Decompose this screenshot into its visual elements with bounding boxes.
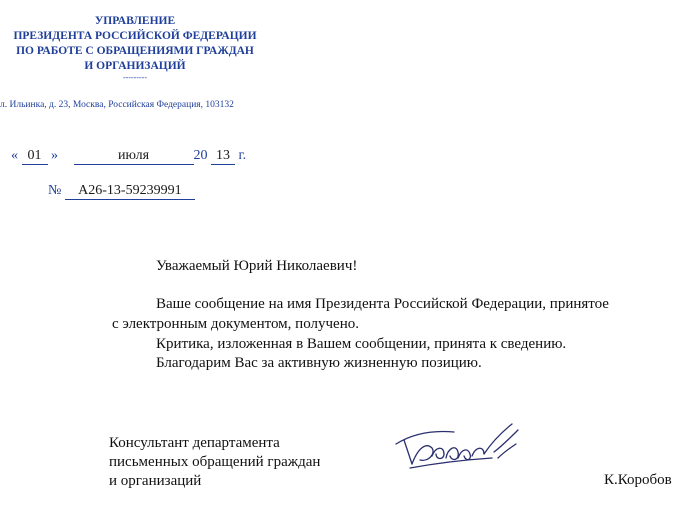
letterhead bbox=[0, 14, 270, 82]
date-close-quote: » bbox=[51, 148, 58, 163]
letterhead-separator: --------- bbox=[123, 73, 147, 82]
signer-name: К.Коробов bbox=[604, 472, 672, 488]
handwritten-signature bbox=[392, 418, 532, 474]
date-year-label: г. bbox=[238, 148, 247, 163]
number-sign: № bbox=[48, 183, 62, 198]
date-open-quote: « bbox=[11, 148, 18, 163]
position-line-3: и организаций bbox=[109, 473, 202, 489]
position-line-1: Консультант департамента bbox=[109, 435, 280, 451]
date-year-prefix: 20 bbox=[193, 148, 208, 163]
letterhead-line-3: ПО РАБОТЕ С ОБРАЩЕНИЯМИ ГРАЖДАН bbox=[16, 45, 254, 57]
date-day: 01 bbox=[22, 148, 48, 165]
letterhead-line-2: ПРЕЗИДЕНТА РОССИЙСКОЙ ФЕДЕРАЦИИ bbox=[13, 30, 257, 42]
reference-number-row bbox=[48, 183, 195, 200]
letterhead-address: л. Ильинка, д. 23, Москва, Российская Федерация, 103132 bbox=[0, 100, 234, 110]
position-line-2: письменных обращений граждан bbox=[109, 454, 321, 470]
signatory-position bbox=[109, 434, 320, 491]
paragraph-2: Критика, изложенная в Вашем сообщении, принята к сведению. bbox=[156, 336, 567, 352]
letterhead-line-1: УПРАВЛЕНИЕ bbox=[94, 15, 176, 27]
paragraph-3: Благодарим Вас за активную жизненную позицию. bbox=[156, 355, 482, 371]
paragraph-1-line-2: с электронным документом, получено. bbox=[112, 316, 359, 332]
letterhead-line-4: И ОРГАНИЗАЦИЙ bbox=[84, 60, 186, 72]
paragraph-1-line-1: Ваше сообщение на имя Президента Российской Федерации, принятое bbox=[156, 296, 609, 312]
date-month: июля bbox=[74, 148, 194, 165]
letter-date bbox=[11, 148, 246, 165]
greeting: Уважаемый Юрий Николаевич! bbox=[156, 258, 358, 274]
reference-number: А26-13-59239991 bbox=[65, 183, 195, 200]
date-year-suffix: 13 bbox=[211, 148, 235, 165]
